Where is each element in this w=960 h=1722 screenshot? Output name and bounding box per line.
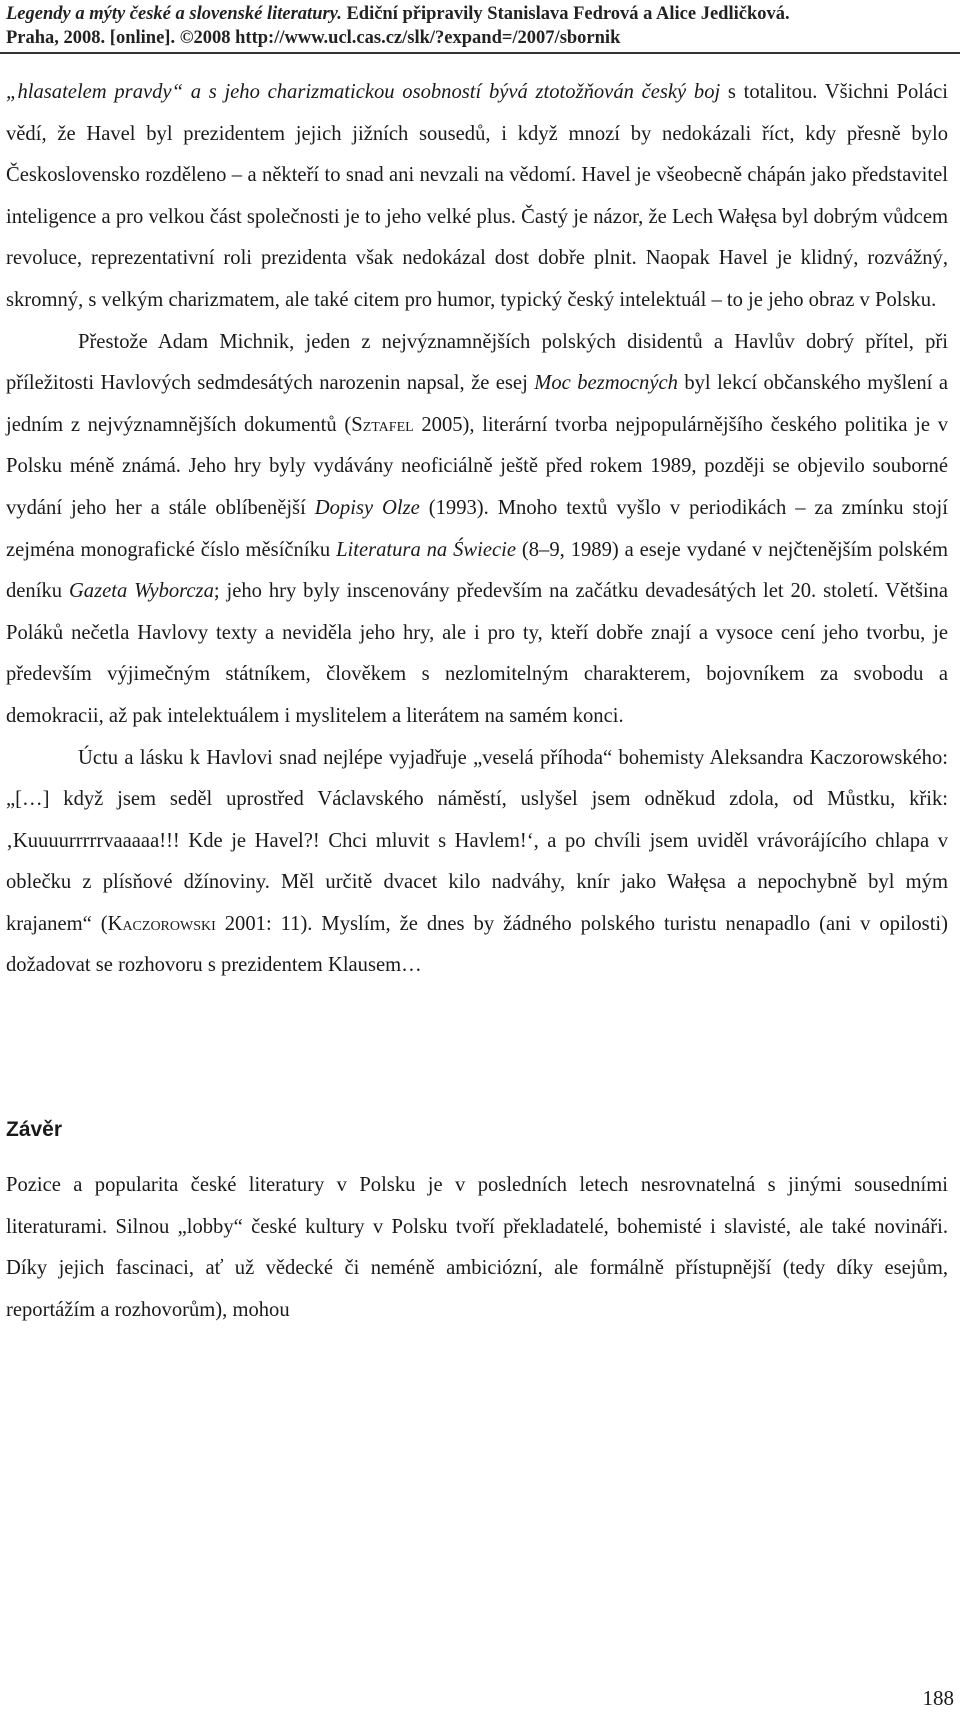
paragraph-michnik [6,322,948,738]
paragraph-text-a: Přestože Adam Michnik, jeden z nejvýznamnějších polských disidentů a Havlův dobrý přítel, při příležitosti Havlových sedmdesátých narozenin napsal, že esej [6,330,948,395]
header-citation: Praha, 2008. [online]. ©2008 http://www.ucl.cas.cz/slk/?expand=/2007/sbornik [6,28,621,48]
paragraph-text: s totalitou. Všichni Poláci vědí, že Havel byl prezidentem jejich jižních sousedů, i když mnozí by nedokázali říct, kdy přesně bylo Československo rozděleno – a někteří to snad ani nevzali na vědomí. Havel je všeobecně chápán jako představitel inteligence a pro velkou část společnosti je to jeho velké plus. Častý je názor, že Lech Wałęsa byl dobrým vůdcem revoluce, reprezentativní roli prezidenta však nedokázal dost dobře plnit. Naopak Havel je klidný, rozvážný, skromný, s velkým charizmatem, ale také citem pro humor, typický český intelektuál – to je jeho obraz v Polsku. [6,81,949,311]
page-body [6,72,948,1331]
work-title-moc-bezmocnych: Moc bezmocných [534,372,678,395]
paragraph-text-f: ; jeho hry byly inscenovány především na začátku devadesátých let 20. století. Většina Poláků nečetla Havlovy texty a neviděla jeho hry, ale i pro ty, kteří dobře znají a vysoce cení jeho tvorbu, je především výjimečným státníkem, člověkem s nezlomitelným charakterem, bojovníkem za svobodu a demokracii, až pak intelektuálem i myslitelem a literátem na samém konci. [6,580,948,727]
citation-author: Kaczorowski [107,912,216,935]
running-header [6,2,954,50]
paragraph-italic-lead: „hlasatelem pravdy“ a s jeho charizmatickou osobností bývá ztotožňován český boj [6,81,721,103]
paragraph-text-b: 2001: 11). Myslím, že dnes by žádného polského turistu nenapadlo (ani v opilosti) dožadovat se rozhovoru s prezidentem Klausem… [6,912,948,977]
citation-author: Sztafel [351,413,414,436]
periodical-title-gazeta: Gazeta Wyborcza [68,580,214,603]
paragraph-text-b: byl lekcí občanského myšlení a jedním z nejvýznamnějších dokumentů ( [6,372,948,436]
paragraph-havel-image [6,72,948,322]
periodical-title-literatura: Literatura na Świecie [336,538,517,561]
page-number: 188 [922,1686,954,1710]
work-title-dopisy-olze: Dopisy Olze [314,496,420,519]
paragraph-text-a: Úctu a lásku k Havlovi snad nejlépe vyjadřuje „veselá příhoda“ bohemisty Aleksandra Kaczorowského: „[…] když jsem seděl uprostřed Václavského náměstí, uslyšel jsem odněkud zdola, od Můstku, křik: ‚Kuuuurrrrrvaaaaa!!! Kde je Havel?! Chci mluvit s Havlem!‘, a po chvíli jsem uviděl vrávorájícího chlapa v oblečku z plísňové džínoviny. Měl určitě dvacet kilo nadváhy, knír jako Wałęsa a nepochybně byl mým krajanem“ ( [6,746,948,935]
header-book-title: Legendy a mýty české a slovenské literatury. [6,4,342,24]
paragraph-conclusion: Pozice a popularita české literatury v Polsku je v posledních letech nesrovnatelná s jinými sousedními literaturami. Silnou „lobby“ české kultury v Polsku tvoří překladatelé, bohemisté i slavisté, ale také novináři. Díky jejich fascinaci, ať už vědecké či neméně ambiciózní, ale formálně přístupnější (tedy díky esejům, reportážím a rozhovorům), mohou [6,1174,948,1321]
paragraph-anecdote [6,738,948,988]
paragraph-text-d: (1993). Mnoho textů vyšlo v periodikách – za zmínku stojí zejména monografické číslo měsíčníku [6,496,948,561]
section-spacer [6,987,948,1109]
paragraph-text-c: 2005), literární tvorba nejpopulárnějšího českého politika je v Polsku méně známá. Jeho hry byly vydávány neoficiálně ještě před rokem 1989, později se objevilo souborné vydání jeho her a stále oblíbenější [6,413,948,519]
header-divider [0,52,960,54]
header-editors: Ediční připravily Stanislava Fedrová a Alice Jedličková. [341,4,790,24]
paragraph-text-e: (8–9, 1989) a eseje vydané v nejčtenějším polském deníku [6,538,948,603]
section-heading: Závěr [6,1118,63,1142]
